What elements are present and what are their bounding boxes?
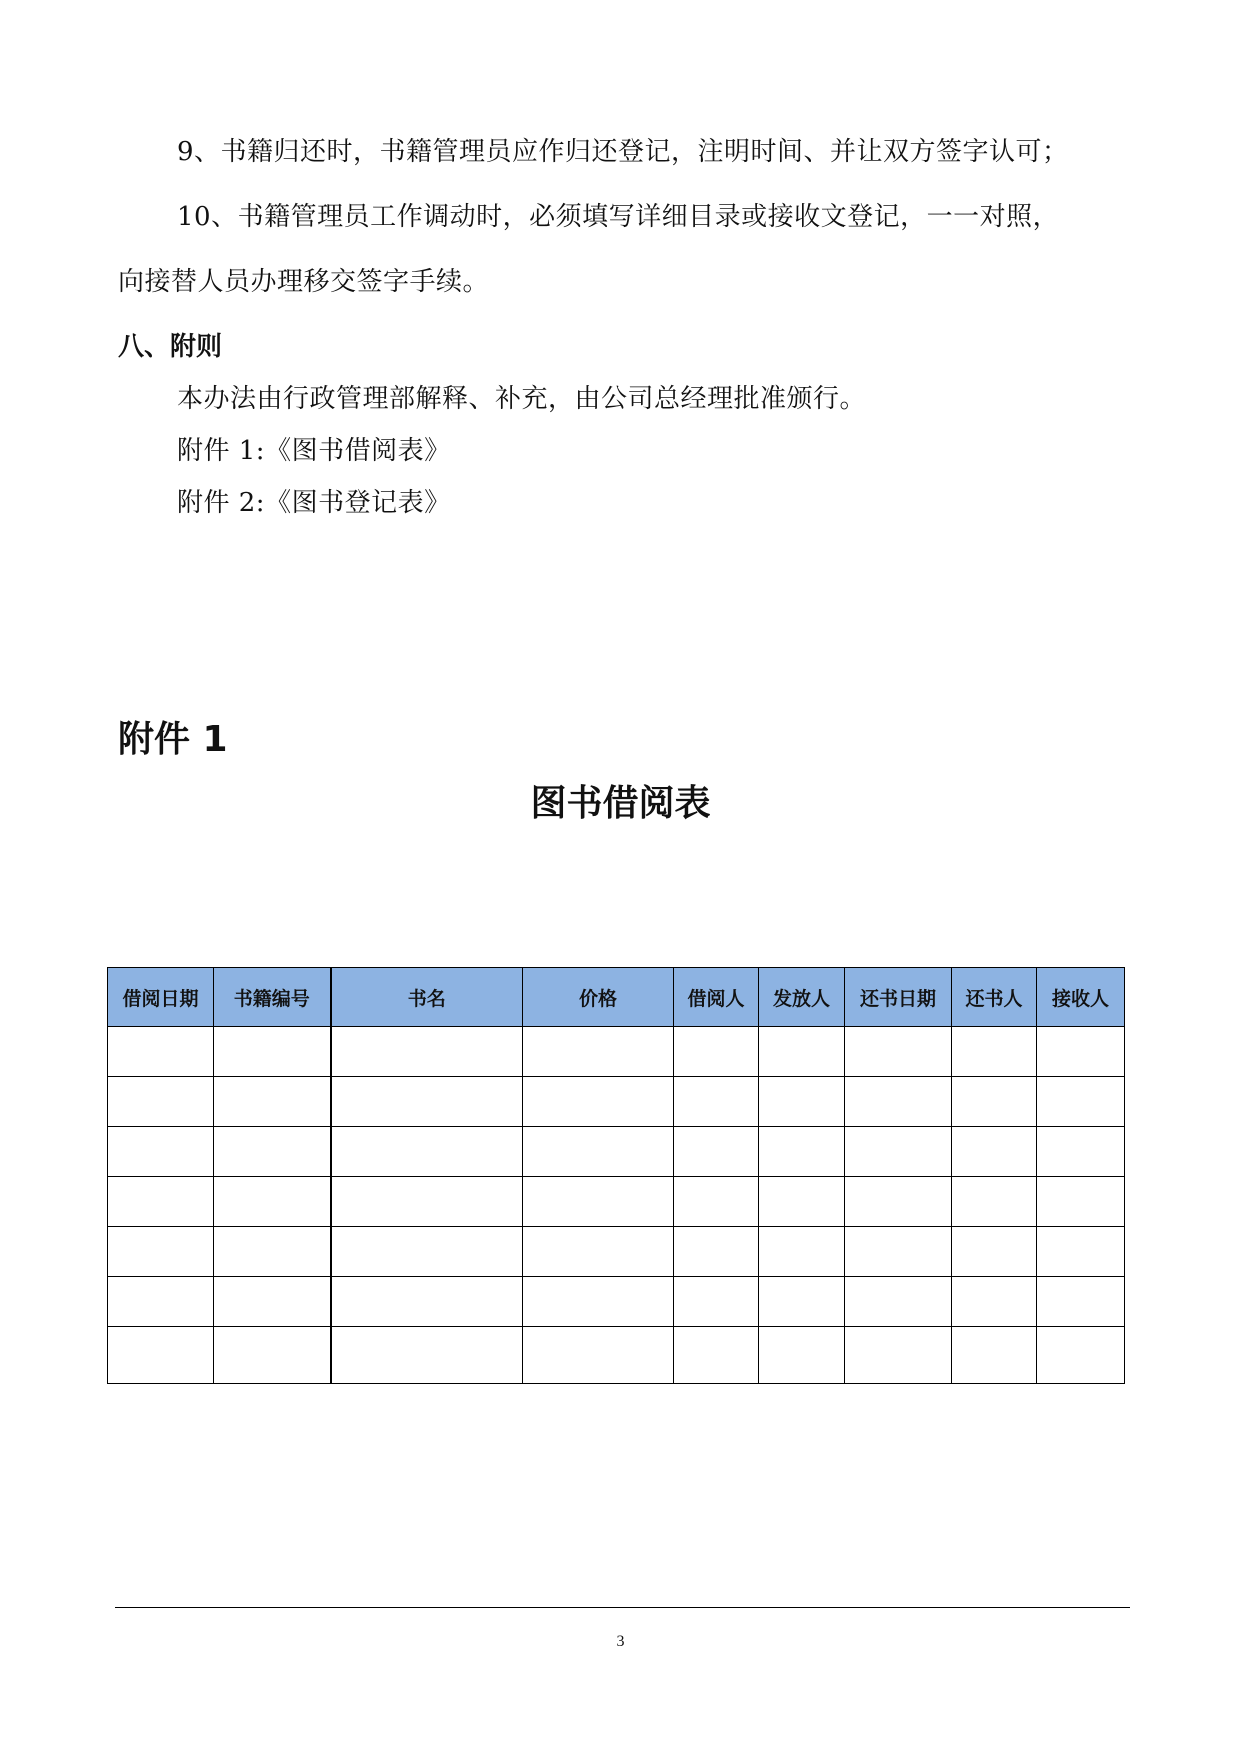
table-cell[interactable]	[845, 1277, 952, 1327]
table-cell[interactable]	[952, 1077, 1037, 1127]
table-cell[interactable]	[845, 1227, 952, 1277]
paragraph-item-10-line-2: 向接替人员办理移交签字手续。	[118, 267, 490, 297]
attachment-1-reference: 附件 1:《图书借阅表》	[177, 436, 451, 466]
table-row	[108, 1277, 1125, 1327]
section-8-heading: 八、附则	[118, 332, 223, 362]
table-row	[108, 1077, 1125, 1127]
table-cell[interactable]	[523, 1227, 674, 1277]
column-header-borrow-date: 借阅日期	[108, 968, 214, 1027]
table-row	[108, 1177, 1125, 1227]
column-header-returner: 还书人	[952, 968, 1037, 1027]
table-cell[interactable]	[952, 1327, 1037, 1384]
table-cell[interactable]	[674, 1127, 759, 1177]
table-cell[interactable]	[1037, 1177, 1125, 1227]
table-cell[interactable]	[952, 1027, 1037, 1077]
table-cell[interactable]	[108, 1077, 214, 1127]
section-8-text: 本办法由行政管理部解释、补充，由公司总经理批准颁行。	[177, 384, 867, 414]
table-header-row	[108, 968, 1125, 1027]
table-cell[interactable]	[523, 1077, 674, 1127]
table-cell[interactable]	[214, 1077, 331, 1127]
table-cell[interactable]	[214, 1227, 331, 1277]
table-cell[interactable]	[214, 1327, 331, 1384]
table-cell[interactable]	[523, 1027, 674, 1077]
table-cell[interactable]	[523, 1127, 674, 1177]
table-cell[interactable]	[331, 1127, 523, 1177]
table-cell[interactable]	[845, 1077, 952, 1127]
table-cell[interactable]	[108, 1277, 214, 1327]
table-cell[interactable]	[1037, 1127, 1125, 1177]
table-cell[interactable]	[674, 1077, 759, 1127]
table-cell[interactable]	[845, 1177, 952, 1227]
footer-divider	[115, 1607, 1130, 1608]
table-cell[interactable]	[759, 1127, 845, 1177]
table-row	[108, 1327, 1125, 1384]
column-header-book-title: 书名	[331, 968, 523, 1027]
column-header-price: 价格	[523, 968, 674, 1027]
table-cell[interactable]	[214, 1177, 331, 1227]
column-header-issuer: 发放人	[759, 968, 845, 1027]
column-header-book-number: 书籍编号	[214, 968, 331, 1027]
table-cell[interactable]	[845, 1327, 952, 1384]
table-cell[interactable]	[331, 1177, 523, 1227]
table-cell[interactable]	[845, 1127, 952, 1177]
table-cell[interactable]	[108, 1027, 214, 1077]
table-cell[interactable]	[523, 1277, 674, 1327]
table-cell[interactable]	[523, 1177, 674, 1227]
table-cell[interactable]	[759, 1027, 845, 1077]
table-cell[interactable]	[108, 1127, 214, 1177]
column-header-receiver: 接收人	[1037, 968, 1125, 1027]
table-row	[108, 1127, 1125, 1177]
table-cell[interactable]	[523, 1327, 674, 1384]
table-row	[108, 1227, 1125, 1277]
table-cell[interactable]	[1037, 1227, 1125, 1277]
table-cell[interactable]	[759, 1327, 845, 1384]
table-cell[interactable]	[759, 1077, 845, 1127]
paragraph-item-10-line-1: 10、书籍管理员工作调动时，必须填写详细目录或接收文登记，一一对照，	[177, 202, 1060, 232]
table-cell[interactable]	[331, 1327, 523, 1384]
table-cell[interactable]	[108, 1227, 214, 1277]
page-number: 3	[616, 1633, 625, 1650]
table-cell[interactable]	[214, 1027, 331, 1077]
table-cell[interactable]	[759, 1227, 845, 1277]
table-cell[interactable]	[108, 1327, 214, 1384]
form-title: 图书借阅表	[530, 783, 711, 824]
table-row	[108, 1027, 1125, 1077]
table-cell[interactable]	[952, 1127, 1037, 1177]
table-cell[interactable]	[214, 1277, 331, 1327]
table-cell[interactable]	[331, 1277, 523, 1327]
table-cell[interactable]	[1037, 1327, 1125, 1384]
table-cell[interactable]	[674, 1177, 759, 1227]
table-cell[interactable]	[952, 1227, 1037, 1277]
table-cell[interactable]	[759, 1277, 845, 1327]
table-cell[interactable]	[1037, 1027, 1125, 1077]
table-cell[interactable]	[952, 1177, 1037, 1227]
table-cell[interactable]	[331, 1227, 523, 1277]
table-cell[interactable]	[331, 1077, 523, 1127]
table-cell[interactable]	[1037, 1277, 1125, 1327]
paragraph-item-9: 9、书籍归还时，书籍管理员应作归还登记，注明时间、并让双方签字认可；	[177, 137, 1069, 167]
table-cell[interactable]	[674, 1027, 759, 1077]
table-cell[interactable]	[331, 1027, 523, 1077]
column-header-borrower: 借阅人	[674, 968, 759, 1027]
table-cell[interactable]	[759, 1177, 845, 1227]
table-cell[interactable]	[1037, 1077, 1125, 1127]
table-cell[interactable]	[674, 1277, 759, 1327]
table-cell[interactable]	[214, 1127, 331, 1177]
attachment-2-reference: 附件 2:《图书登记表》	[177, 488, 451, 518]
column-header-return-date: 还书日期	[845, 968, 952, 1027]
table-cell[interactable]	[674, 1227, 759, 1277]
table-cell[interactable]	[845, 1027, 952, 1077]
borrow-table	[107, 967, 1125, 1384]
table-cell[interactable]	[674, 1327, 759, 1384]
table-cell[interactable]	[108, 1177, 214, 1227]
attachment-label: 附件 1	[118, 719, 228, 760]
table-cell[interactable]	[952, 1277, 1037, 1327]
